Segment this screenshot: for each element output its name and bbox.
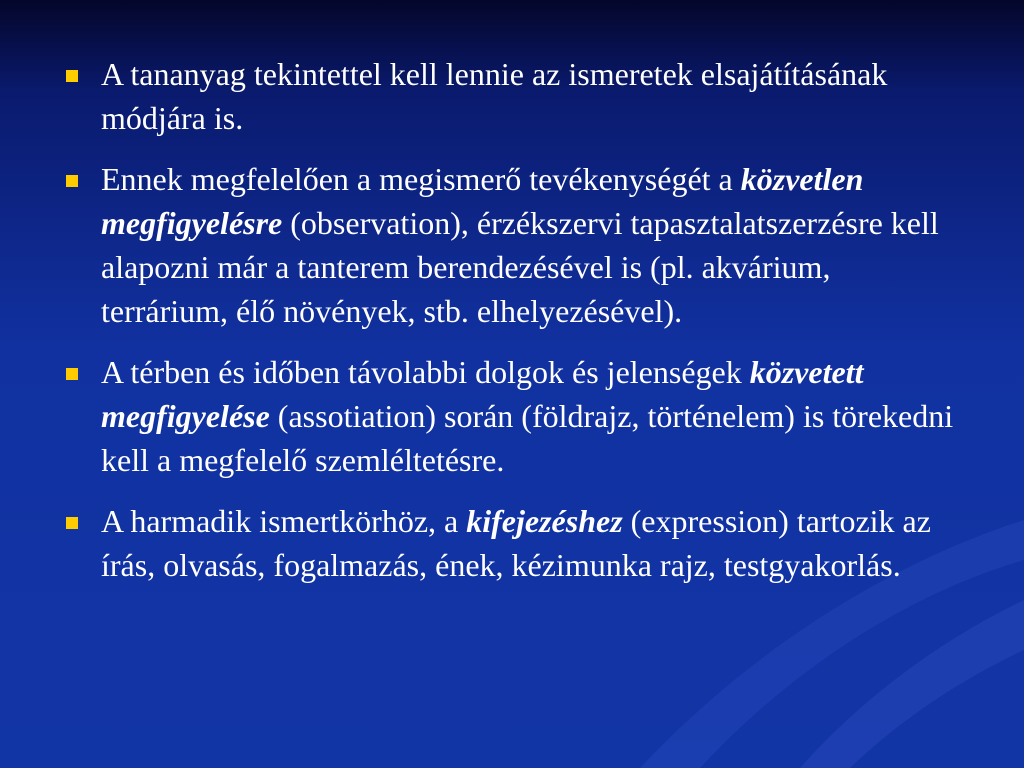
bullet-4-text-part-2: (expression) tartozik az írás, olvasás, fogalmazás, ének, kézimunka rajz, testgyakorlás.: [101, 503, 931, 583]
square-bullet-icon: [66, 368, 78, 380]
bullet-item-4: [60, 499, 960, 587]
bullet-item-3: [60, 350, 960, 482]
square-bullet-icon: [66, 517, 78, 529]
bullet-3-text-part-1: A térben és időben távolabbi dolgok és jelenségek: [101, 354, 750, 390]
square-bullet-icon: [66, 70, 78, 82]
bullet-1-text: A tananyag tekintettel kell lennie az ismeretek elsajátításának módjára is.: [101, 56, 888, 136]
square-bullet-icon: [66, 175, 78, 187]
bullet-item-2: [60, 157, 960, 333]
bullet-4-emphasis: kifejezéshez: [466, 503, 623, 539]
bullet-4-text-part-1: A harmadik ismertkörhöz, a: [101, 503, 467, 539]
bullet-list: [60, 52, 960, 587]
slide-content: [60, 52, 960, 604]
bullet-2-emphasis: közvetlen megfigyelésre: [101, 161, 864, 241]
bullet-2-text-part-1: Ennek megfelelően a megismerő tevékenységét a: [101, 161, 741, 197]
bullet-2-text-part-2: (observation), érzékszervi tapasztalatszerzésre kell alapozni már a tanterem berendezésével is (pl. akvárium, terrárium, élő növények, stb. elhelyezésével).: [101, 205, 939, 329]
bullet-item-1: [60, 52, 960, 140]
bullet-3-text-part-2: (assotiation) során (földrajz, történelem) is törekedni kell a megfelelő szemléltetésre.: [101, 398, 954, 478]
bullet-3-emphasis: közvetett megfigyelése: [101, 354, 864, 434]
